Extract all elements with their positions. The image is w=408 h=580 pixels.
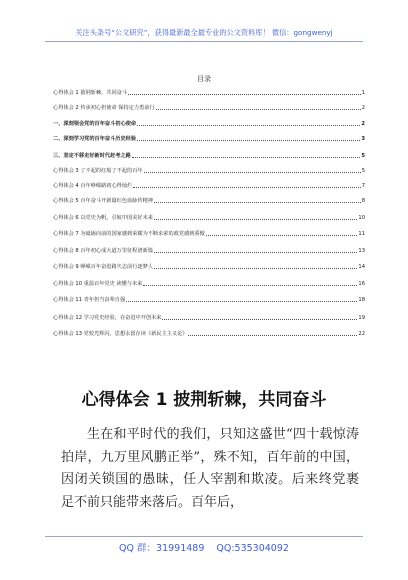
page-header: 关注头条号“公文研究”，获得最新最全最专业的公文资料库！ 微信：gongwenyj (75, 28, 333, 37)
toc-dot-leader (162, 319, 357, 320)
page-footer (0, 540, 408, 554)
article-paragraph: 生在和平时代的我们，只知这盛世“四十载惊涛拍岸，九万里风鹏正举”，殊不知，百年前的中国，因闭关锁国的愚昧，任人宰割和欺凌。后来终党裹足不前只能带来落后。百年后， (61, 427, 359, 510)
toc-entry[interactable] (53, 244, 365, 254)
toc-dot-leader (154, 202, 361, 203)
toc-dot-leader (154, 219, 357, 220)
toc-entry-page: 5 (361, 168, 365, 174)
toc-entry-page: 8 (361, 198, 365, 204)
toc-entry-page: 18 (358, 297, 365, 303)
footer-divider (45, 536, 363, 537)
header-divider (45, 41, 363, 42)
toc-entry[interactable] (53, 179, 365, 189)
toc-dot-leader (144, 172, 361, 173)
toc-entry-title: 心得体会 5 百年奋斗开新篇红色血脉传精神 (53, 198, 153, 204)
toc-entry[interactable] (53, 311, 365, 321)
toc-entry[interactable] (53, 211, 365, 221)
toc-entry-page: 22 (358, 331, 365, 337)
toc-entry[interactable] (53, 117, 365, 127)
toc-dot-leader (154, 268, 357, 269)
toc-dot-leader (143, 285, 357, 286)
toc-entry-page: 16 (358, 281, 365, 287)
toc-dot-leader (188, 335, 357, 336)
toc-entry-title: 三、坚定不移走好新时代赶考之路 (53, 153, 131, 159)
toc-dot-leader (154, 252, 357, 253)
toc-entry[interactable] (53, 227, 365, 237)
toc-entry-page: 1 (361, 90, 365, 96)
toc-entry-page: 5 (361, 153, 365, 159)
toc-entry-page: 3 (361, 136, 365, 142)
toc-entry-title: 心得体会 7 为砥砺向前的国家感到荣耀为不断求索的政党感到骄傲 (53, 231, 205, 237)
toc-entry[interactable] (53, 164, 365, 174)
toc-entry-title: 心得体会 6 以党史为帆，引航中国美好未来 (53, 215, 153, 221)
toc-entry-page: 11 (358, 231, 365, 237)
toc-dot-leader (126, 301, 357, 302)
toc-entry[interactable] (53, 149, 365, 159)
toc-dot-leader (133, 187, 360, 188)
toc-dot-leader (156, 109, 361, 110)
toc-entry-title: 一、深刻领会党的百年奋斗初心使命 (53, 121, 137, 127)
toc-entry-title: 心得体会 4 百年峥嵘路初心得灿烂 (53, 183, 133, 189)
toc-entry[interactable] (53, 260, 365, 270)
toc-entry[interactable] (53, 132, 365, 142)
toc-dot-leader (206, 235, 358, 236)
toc-dot-leader (137, 125, 360, 126)
toc-dot-leader (128, 94, 361, 95)
toc-entry[interactable] (53, 277, 365, 287)
toc-entry-page: 10 (358, 215, 365, 221)
toc-dot-leader (132, 157, 361, 158)
toc-entry-title: 心得体会 10 重温百年党史 读懂与未来 (53, 281, 143, 287)
toc-entry-title: 心得体会 12 学习党史经验，在奋进中开创未来 (53, 315, 162, 321)
toc-entry-page: 13 (358, 248, 365, 254)
toc-dot-leader (137, 140, 360, 141)
toc-entry-page: 14 (358, 264, 365, 270)
article-heading: 心得体会 1 披荆斩棘，共同奋斗 (81, 390, 327, 410)
toc-entry-title: 心得体会 1 披荆斩棘，共同奋斗 (53, 90, 128, 96)
toc-entry[interactable] (53, 86, 365, 96)
toc-entry-page: 2 (361, 121, 365, 127)
toc-entry-title: 心得体会 9 峥嵘百年奋进路矢志前行逐梦人 (53, 264, 153, 270)
toc-entry-title: 心得体会 3 了不起的红船了不起的百年 (53, 168, 143, 174)
footer-qq: QQ:535304092 (216, 543, 289, 554)
toc-entry-title: 二、深刻学习党的百年奋斗历史经验 (53, 136, 137, 142)
toc-entry[interactable] (53, 194, 365, 204)
toc-entry-page: 19 (358, 315, 365, 321)
toc-title: 目录 (197, 75, 211, 83)
footer-qq-group: QQ 群：31991489 (119, 543, 205, 554)
toc-entry-title: 心得体会 8 百年初心成大道万里征程谱新篇 (53, 248, 153, 254)
toc-entry-title: 心得体会 13 党校光辉闪，思想永留存读《新民主主义论》 (53, 331, 188, 337)
toc-entry[interactable] (53, 293, 365, 303)
toc-entry-title: 心得体会 11 青年担当奋辈自强 (53, 297, 126, 303)
toc-entry-title: 心得体会 2 传承初心担使命 保持定力勇前行 (53, 105, 155, 111)
toc-entry-page: 7 (361, 183, 365, 189)
toc-entry[interactable] (53, 327, 365, 337)
toc-entry-page: 2 (361, 105, 365, 111)
toc-entry[interactable] (53, 101, 365, 111)
